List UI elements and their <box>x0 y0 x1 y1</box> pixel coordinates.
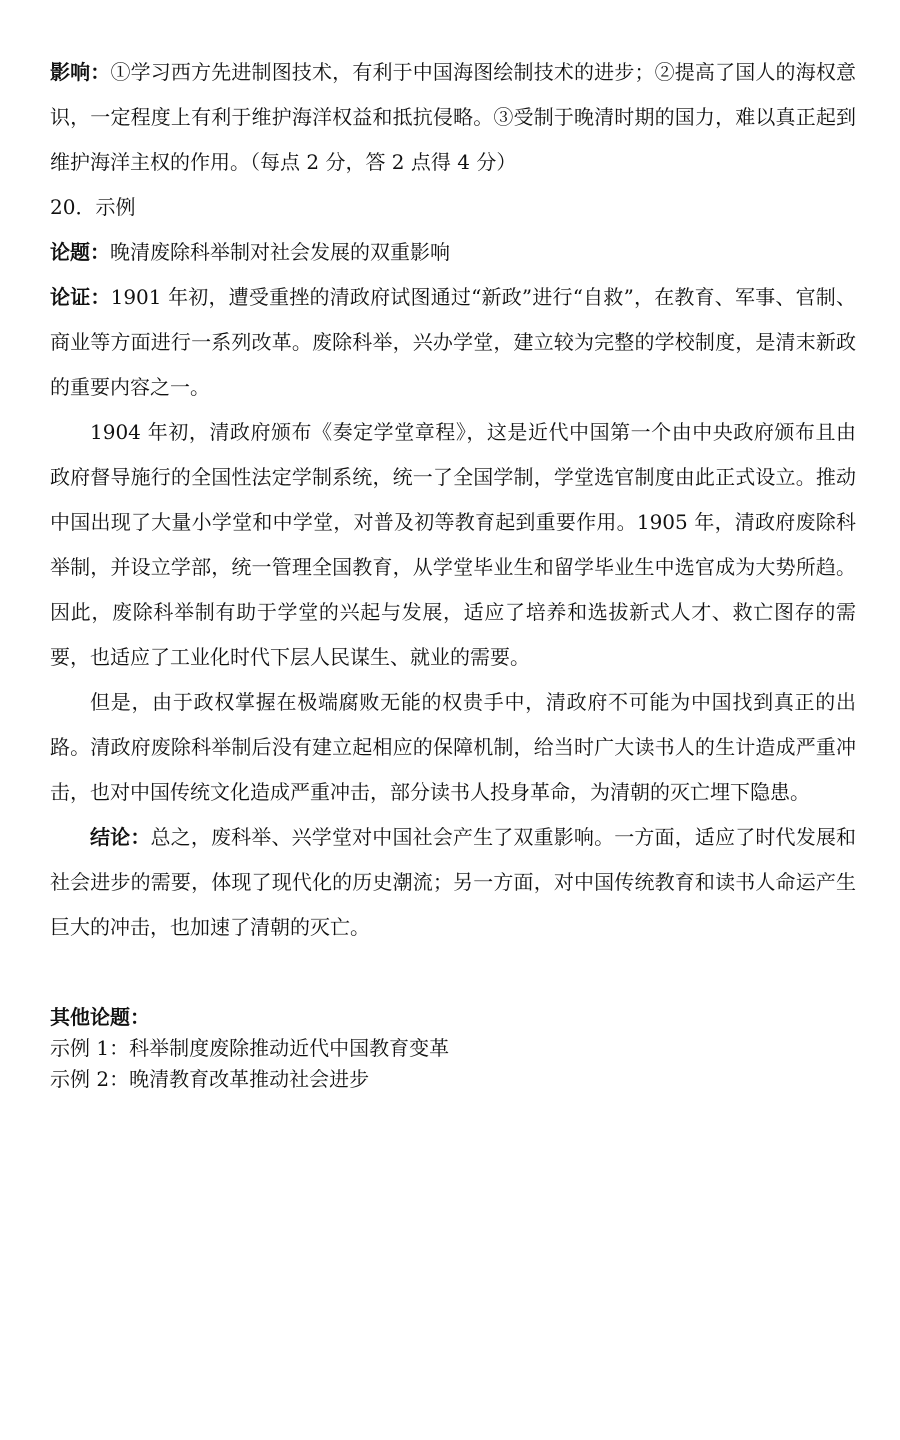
argument-text: 1901 年初，遭受重挫的清政府试图通过“新政”进行“自救”，在教育、军事、官制、商业等方面进行一系列改革。废除科举，兴办学堂，建立较为完整的学校制度，是清末新政的重要内容之一。 <box>50 285 857 399</box>
question-number-title: 20．示例 <box>50 195 136 219</box>
thesis-paragraph <box>50 230 856 275</box>
document-page <box>50 50 856 1095</box>
impact-text: ①学习西方先进制图技术，有利于中国海图绘制技术的进步；②提高了国人的海权意识，一定程度上有利于维护海洋权益和抵抗侵略。③受制于晚清时期的国力，难以真正起到维护海洋主权的作用。（每点 2 分，答 2 点得 4 分） <box>50 60 857 174</box>
other-topics-heading: 其他论题： <box>50 1005 150 1029</box>
impact-label: 影响： <box>50 60 111 84</box>
argument-label: 论证： <box>50 285 111 309</box>
conclusion-paragraph <box>50 815 856 950</box>
impact-paragraph <box>50 50 856 185</box>
argument-paragraph-3: 但是，由于政权掌握在极端腐败无能的权贵手中，清政府不可能为中国找到真正的出路。清政府废除科举制后没有建立起相应的保障机制，给当时广大读书人的生计造成严重冲击，也对中国传统文化造成严重冲击，部分读书人投身革命，为清朝的灭亡埋下隐患。 <box>50 690 856 804</box>
other-topic-item: 示例 2：晚清教育改革推动社会进步 <box>50 1067 370 1091</box>
conclusion-label: 结论： <box>90 825 151 849</box>
other-topics-section <box>50 1002 856 1095</box>
thesis-label: 论题： <box>50 240 110 264</box>
other-topic-item: 示例 1：科举制度废除推动近代中国教育变革 <box>50 1036 450 1060</box>
thesis-text: 晚清废除科举制对社会发展的双重影响 <box>110 240 450 264</box>
argument-paragraph <box>50 275 856 410</box>
argument-paragraph-2: 1904 年初，清政府颁布《奏定学堂章程》，这是近代中国第一个由中央政府颁布且由政府督导施行的全国性法定学制系统，统一了全国学制，学堂选官制度由此正式设立。推动中国出现了大量小学堂和中学堂，对普及初等教育起到重要作用。1905 年，清政府废除科举制，并设立学部，统一管理全国教育，从学堂毕业生和留学毕业生中选官成为大势所趋。因此，废除科举制有助于学堂的兴起与发展，适应了培养和选拔新式人才、救亡图存的需要，也适应了工业化时代下层人民谋生、就业的需要。 <box>50 420 856 669</box>
conclusion-text: 总之，废科举、兴学堂对中国社会产生了双重影响。一方面，适应了时代发展和社会进步的需要，体现了现代化的历史潮流；另一方面，对中国传统教育和读书人命运产生巨大的冲击，也加速了清朝的灭亡。 <box>50 825 857 939</box>
